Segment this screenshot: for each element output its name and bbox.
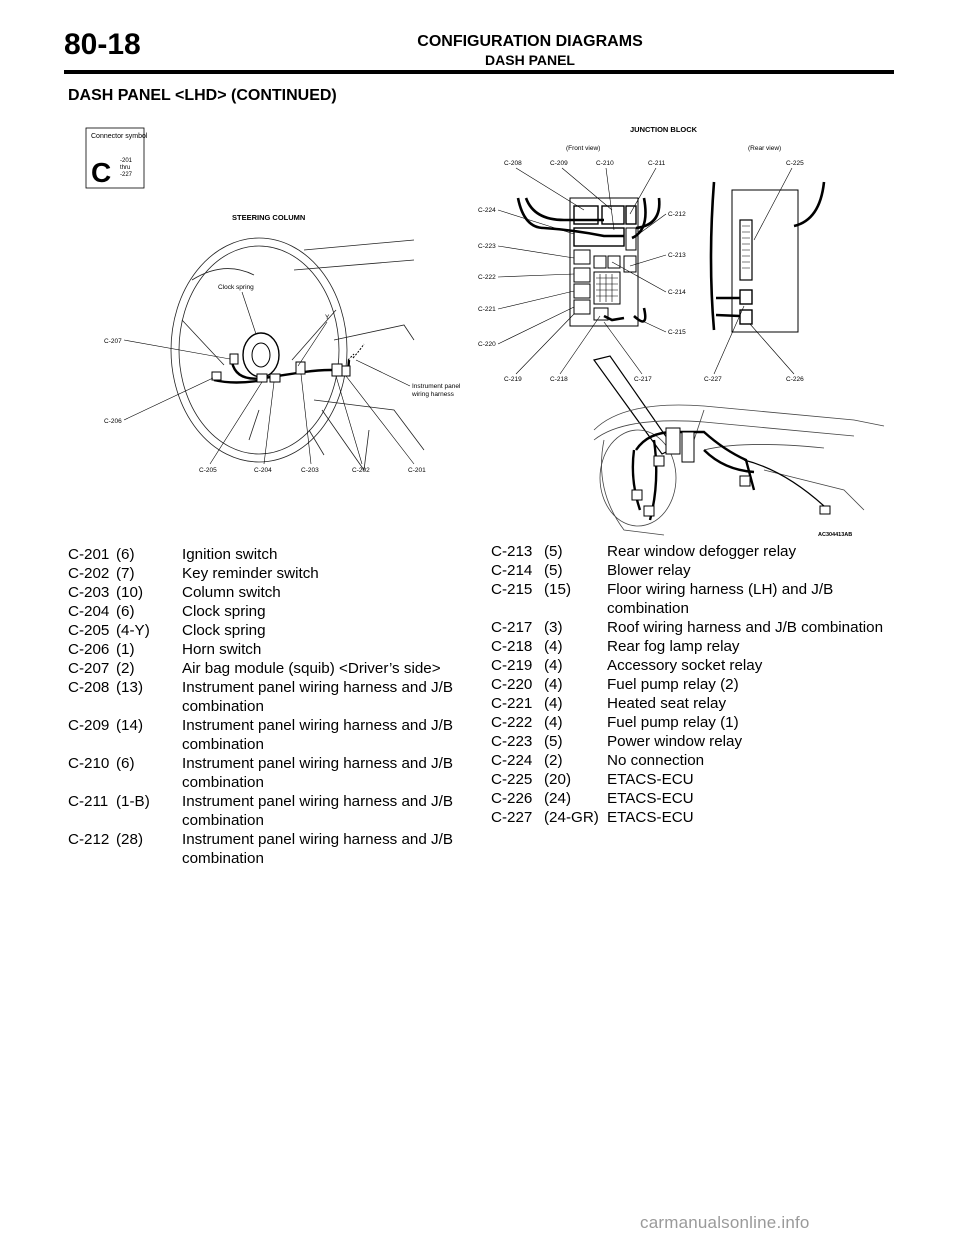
section-title: DASH PANEL <LHD> (CONTINUED)	[68, 87, 337, 104]
label-c209: C-209	[550, 160, 568, 167]
legend-row	[68, 545, 464, 564]
leader-c215	[636, 318, 666, 332]
legend-pins: (28)	[116, 831, 144, 848]
legend-row	[68, 640, 464, 659]
leader-c201	[346, 376, 414, 464]
legend-row	[491, 732, 897, 751]
legend-code: C-205	[68, 622, 110, 639]
legend-description: No connection	[607, 752, 705, 769]
legend-code: C-225	[491, 771, 533, 788]
legend-code: C-208	[68, 679, 110, 696]
legend-row	[68, 716, 464, 754]
connector-symbol-range-start: -201	[120, 158, 133, 164]
label-c226: C-226	[786, 376, 804, 383]
leader-c211	[630, 168, 656, 214]
legend-pins: (2)	[116, 660, 135, 677]
label-c217: C-217	[634, 376, 652, 383]
legend-description: Clock spring	[182, 603, 266, 620]
label-c221: C-221	[478, 306, 496, 313]
label-c206: C-206	[104, 418, 122, 425]
legend-row	[491, 637, 897, 656]
legend-pins: (6)	[116, 603, 135, 620]
legend-pins: (24)	[544, 790, 572, 807]
legend-code: C-222	[491, 714, 533, 731]
legend-row	[491, 656, 897, 675]
leader-c219	[516, 314, 574, 374]
legend-pins: (14)	[116, 717, 144, 734]
legend-description: Heated seat relay	[607, 695, 727, 712]
leader-y	[298, 322, 327, 366]
legend-row	[491, 561, 897, 580]
legend-row	[68, 830, 464, 868]
legend-description: Roof wiring harness and J/B combination	[607, 619, 884, 636]
legend-row	[68, 678, 464, 716]
label-c214: C-214	[668, 289, 686, 296]
legend-row	[491, 618, 897, 637]
legend-pins: (4-Y)	[116, 622, 150, 639]
legend-row	[68, 659, 464, 678]
location-arrow	[594, 356, 674, 454]
legend-code: C-214	[491, 562, 533, 579]
legend-description: ETACS-ECU	[607, 809, 694, 826]
legend-description: Key reminder switch	[182, 565, 319, 582]
legend-row	[68, 602, 464, 621]
legend-code: C-227	[491, 809, 533, 826]
legend-description: Instrument panel wiring harness and J/B combination	[182, 717, 453, 753]
legend-description: Clock spring	[182, 622, 266, 639]
legend-code: C-206	[68, 641, 110, 658]
connector-symbol-letter: C	[91, 157, 112, 188]
legend-code: C-219	[491, 657, 533, 674]
legend-description: Power window relay	[607, 733, 743, 750]
label-c212: C-212	[668, 211, 686, 218]
label-c205: C-205	[199, 467, 217, 474]
legend-code: C-209	[68, 717, 110, 734]
legend-code: C-204	[68, 603, 110, 620]
legend-row	[491, 675, 897, 694]
legend-row	[491, 580, 897, 618]
legend-code: C-201	[68, 546, 110, 563]
label-c219: C-219	[504, 376, 522, 383]
label-front-view: (Front view)	[566, 145, 601, 152]
label-c203: C-203	[301, 467, 319, 474]
connector-symbol-range-end: -227	[120, 172, 133, 178]
legend-row	[491, 713, 897, 732]
legend-pins: (6)	[116, 546, 135, 563]
legend-description: Air bag module (squib) <Driver’s side>	[182, 660, 441, 677]
legend-description: Instrument panel wiring harness and J/B combination	[182, 831, 453, 867]
legend-pins: (4)	[544, 714, 563, 731]
legend-code: C-218	[491, 638, 533, 655]
label-c202: C-202	[352, 467, 370, 474]
legend-pins: (4)	[544, 676, 563, 693]
legend-code: C-203	[68, 584, 110, 601]
legend-description: Column switch	[182, 584, 281, 601]
legend-description: Fuel pump relay (1)	[607, 714, 739, 731]
harness-tail	[348, 344, 364, 360]
legend-pins: (20)	[544, 771, 572, 788]
label-y: Y	[325, 314, 330, 321]
legend-description: Blower relay	[607, 562, 691, 579]
legend-pins: (15)	[544, 581, 572, 598]
label-c210: C-210	[596, 160, 614, 167]
legend-code: C-223	[491, 733, 533, 750]
page-number: 80-18	[64, 28, 141, 61]
leader-c202	[336, 376, 362, 464]
leader-c207	[124, 340, 230, 359]
legend-row	[491, 789, 897, 808]
legend-description: Instrument panel wiring harness and J/B combination	[182, 793, 453, 829]
steering-wheel-drawing	[171, 238, 424, 470]
legend-row	[491, 770, 897, 789]
legend-code: C-207	[68, 660, 110, 677]
legend-code: C-220	[491, 676, 533, 693]
label-clock-spring: Clock spring	[218, 284, 254, 291]
header-title: CONFIGURATION DIAGRAMS	[417, 33, 643, 50]
legend-row	[68, 754, 464, 792]
label-c218: C-218	[550, 376, 568, 383]
dashboard-lead-wire	[744, 460, 824, 506]
legend-pins: (3)	[544, 619, 563, 636]
label-c213: C-213	[668, 252, 686, 259]
legend-row	[491, 694, 897, 713]
header-subtitle: DASH PANEL	[485, 52, 575, 68]
legend-description: Rear window defogger relay	[607, 543, 797, 560]
legend-description: Floor wiring harness (LH) and J/B combination	[607, 581, 834, 617]
legend-row	[68, 564, 464, 583]
label-c204: C-204	[254, 467, 272, 474]
legend-description: Ignition switch	[182, 546, 278, 563]
legend-code: C-213	[491, 543, 533, 560]
leader-c205	[210, 382, 262, 464]
legend-description: Instrument panel wiring harness and J/B combination	[182, 755, 453, 791]
legend-pins: (13)	[116, 679, 144, 696]
legend-code: C-226	[491, 790, 533, 807]
label-c215: C-215	[668, 329, 686, 336]
legend-row	[491, 542, 897, 561]
leader-c206	[124, 378, 213, 420]
connector-legend-right	[491, 542, 897, 827]
label-c201: C-201	[408, 467, 426, 474]
legend-pins: (4)	[544, 657, 563, 674]
connector-legend-left	[68, 545, 464, 868]
legend-row	[68, 621, 464, 640]
label-c223: C-223	[478, 243, 496, 250]
legend-description: ETACS-ECU	[607, 790, 694, 807]
legend-code: C-210	[68, 755, 110, 772]
junction-block-title: JUNCTION BLOCK	[630, 125, 698, 134]
label-c222: C-222	[478, 274, 496, 281]
clock-spring-drawing	[243, 333, 279, 377]
legend-description: Accessory socket relay	[607, 657, 763, 674]
header-rule	[64, 70, 894, 74]
label-harness-line1: Instrument panel	[412, 383, 461, 390]
leader-c223	[498, 246, 574, 258]
legend-pins: (5)	[544, 562, 563, 579]
label-c225: C-225	[786, 160, 804, 167]
legend-code: C-217	[491, 619, 533, 636]
label-c211: C-211	[648, 160, 666, 167]
connector-symbol-range-thru: thru	[120, 165, 131, 171]
label-c208: C-208	[504, 160, 522, 167]
legend-pins: (2)	[544, 752, 563, 769]
dash-panel-figure	[64, 110, 894, 540]
leader-c208	[516, 168, 584, 210]
legend-description: Instrument panel wiring harness and J/B combination	[182, 679, 453, 715]
leader-c222	[498, 274, 574, 277]
figure-id: AC304413AB	[818, 532, 853, 538]
legend-row	[68, 792, 464, 830]
label-c227: C-227	[704, 376, 722, 383]
legend-pins: (4)	[544, 695, 563, 712]
label-c207: C-207	[104, 338, 122, 345]
legend-code: C-202	[68, 565, 110, 582]
legend-pins: (5)	[544, 543, 563, 560]
label-harness-line2: wiring harness	[412, 391, 454, 398]
label-rear-view: (Rear view)	[748, 145, 782, 152]
leader-c212	[636, 214, 666, 236]
connector-symbol	[86, 128, 148, 188]
legend-description: Fuel pump relay (2)	[607, 676, 739, 693]
label-c224: C-224	[478, 207, 496, 214]
legend-code: C-224	[491, 752, 533, 769]
leader-c204	[264, 382, 274, 464]
legend-description: ETACS-ECU	[607, 771, 694, 788]
legend-pins: (24-GR)	[544, 809, 599, 826]
steering-column-title: STEERING COLUMN	[232, 213, 306, 222]
leader-clock-spring	[242, 292, 256, 334]
legend-code: C-215	[491, 581, 533, 598]
legend-pins: (4)	[544, 638, 563, 655]
legend-row	[491, 808, 897, 827]
legend-pins: (1-B)	[116, 793, 150, 810]
leader-c221	[498, 291, 574, 309]
legend-description: Rear fog lamp relay	[607, 638, 740, 655]
leader-harness	[356, 360, 410, 386]
legend-code: C-221	[491, 695, 533, 712]
connector-symbol-caption: Connector symbol	[91, 133, 148, 140]
legend-description: Horn switch	[182, 641, 262, 658]
label-c220: C-220	[478, 341, 496, 348]
legend-row	[68, 583, 464, 602]
legend-pins: (5)	[544, 733, 563, 750]
legend-code: C-211	[68, 793, 109, 810]
legend-code: C-212	[68, 831, 110, 848]
junction-block-front	[570, 198, 638, 326]
legend-pins: (7)	[116, 565, 135, 582]
legend-row	[491, 751, 897, 770]
legend-pins: (6)	[116, 755, 135, 772]
legend-pins: (10)	[116, 584, 144, 601]
legend-pins: (1)	[116, 641, 135, 658]
leader-c203	[301, 374, 311, 464]
watermark: carmanualsonline.info	[640, 1213, 810, 1232]
